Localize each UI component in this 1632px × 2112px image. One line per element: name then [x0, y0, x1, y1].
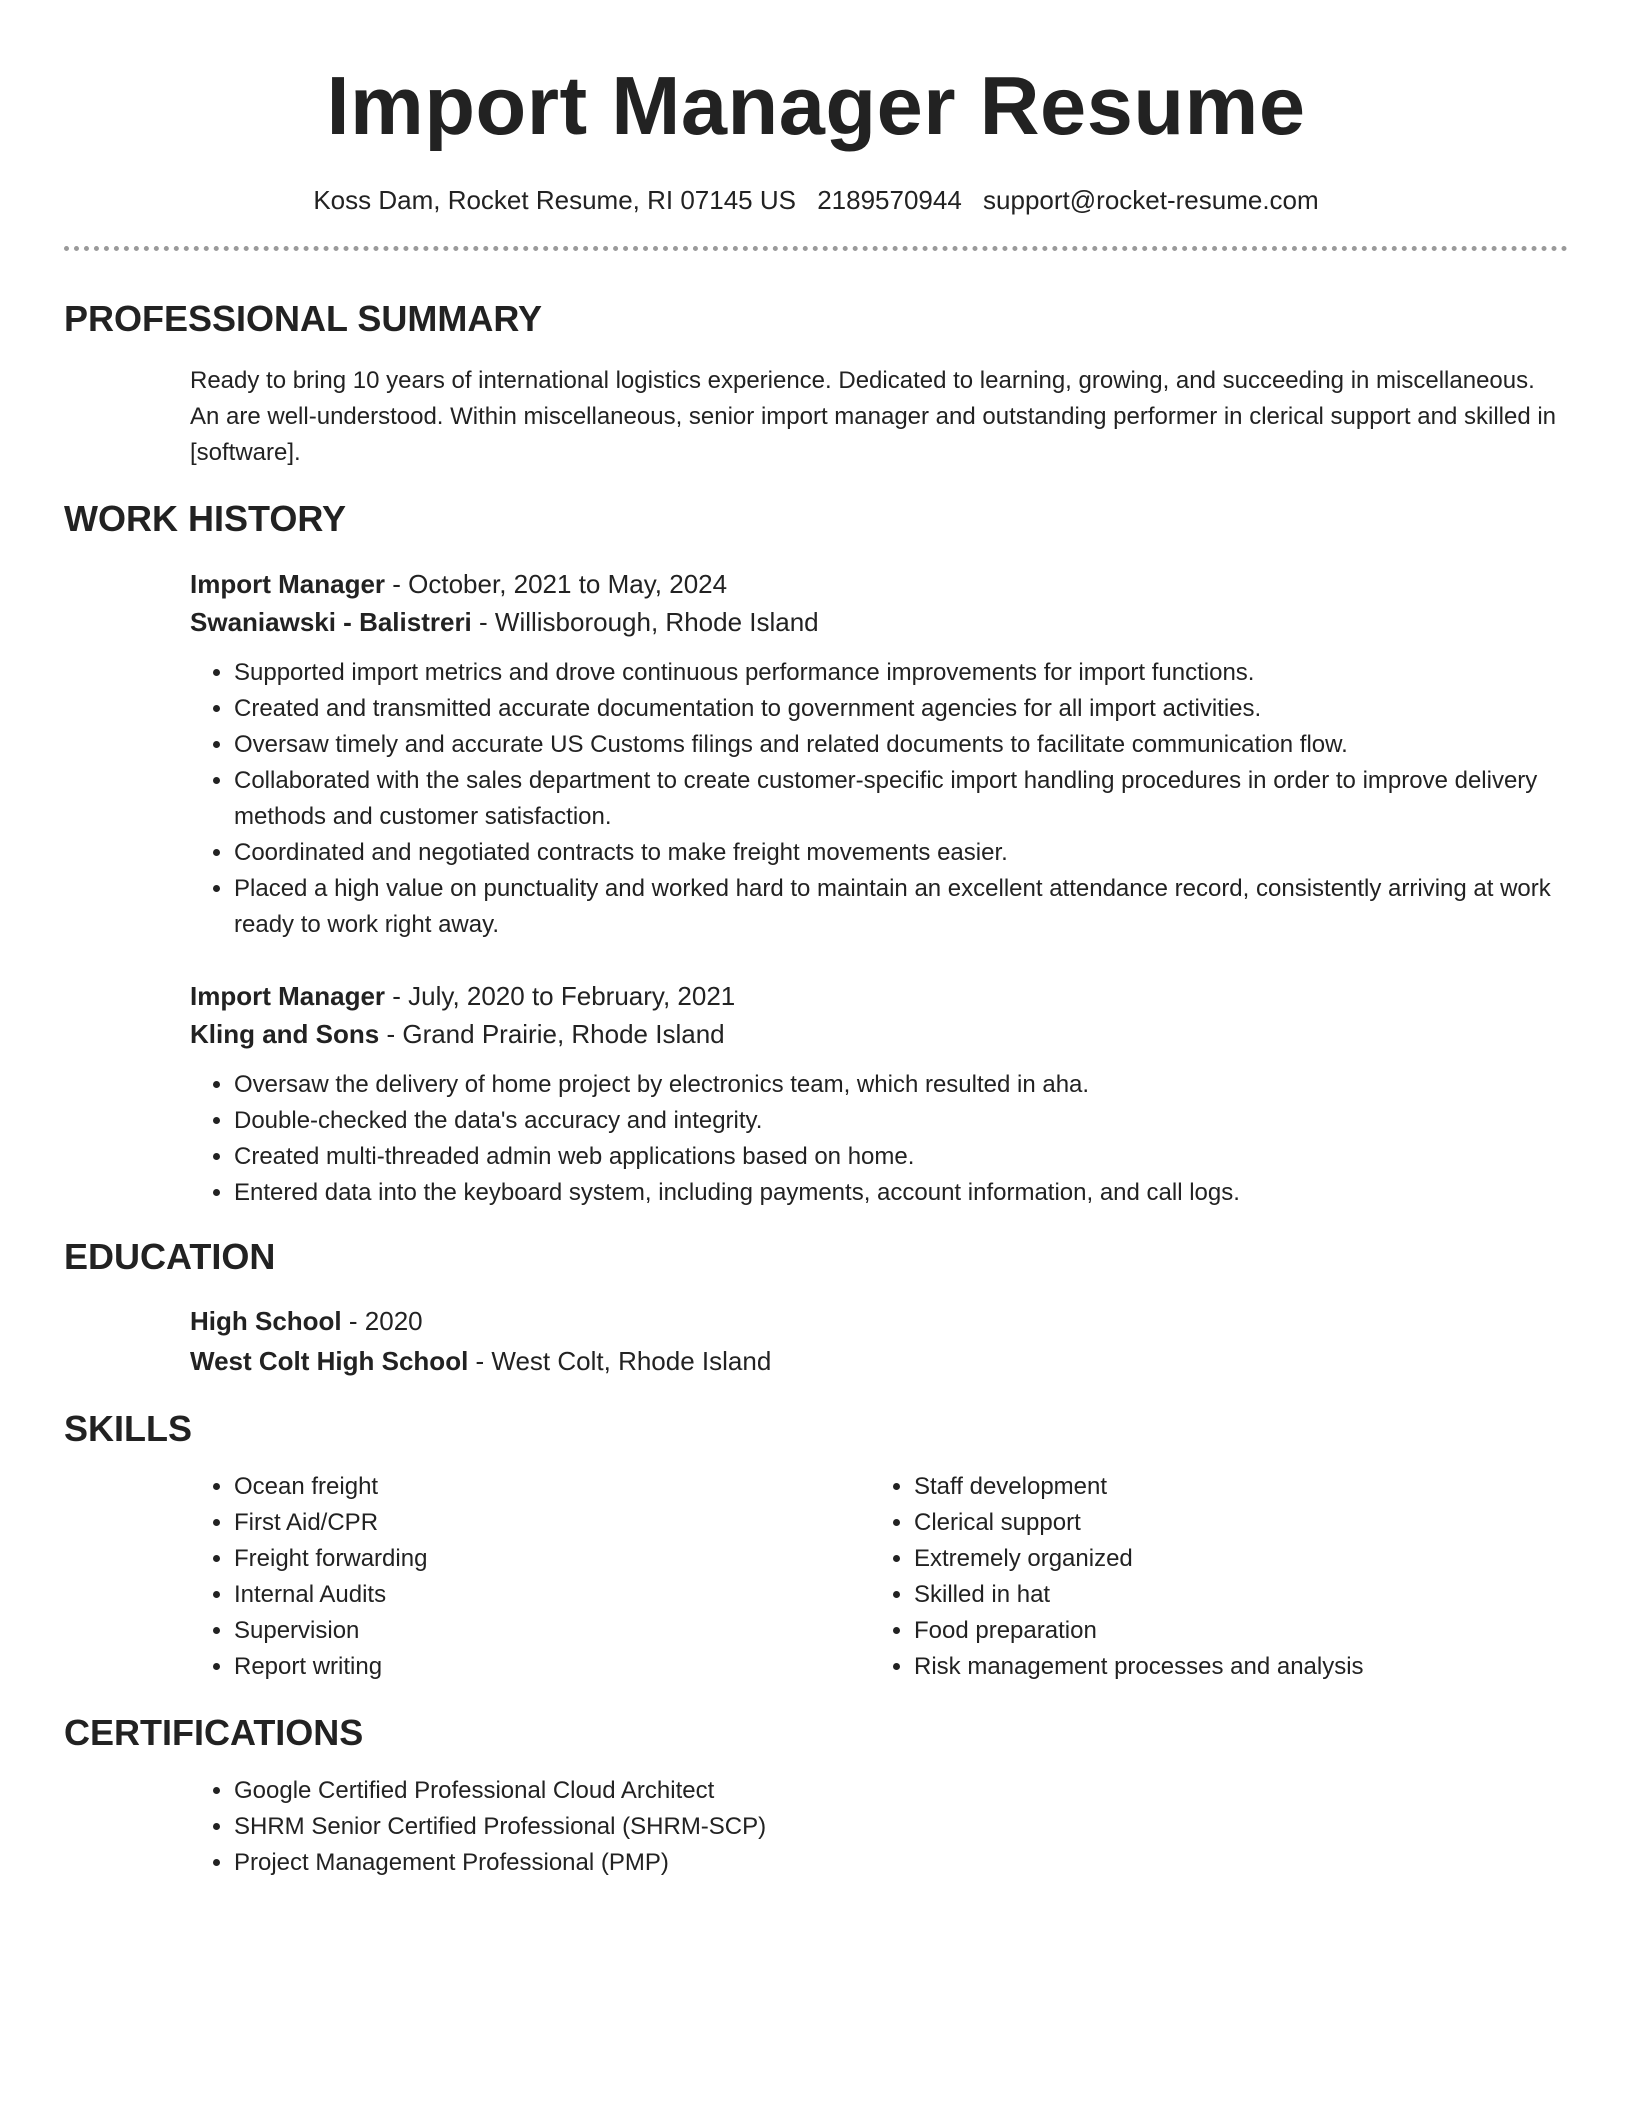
- skill-item: • Clerical support: [914, 1505, 1550, 1541]
- job-bullets: [190, 1067, 1568, 1211]
- skill-item: • Report writing: [234, 1649, 870, 1685]
- job-company: Swaniawski - Balistreri: [190, 607, 472, 637]
- job-bullet: • Placed a high value on punctuality and worked hard to maintain an excellent attendance record, consistently arriving at work ready to work right away.: [234, 871, 1568, 943]
- contact-email: support@rocket-resume.com: [983, 185, 1319, 215]
- skills-list: [870, 1469, 1550, 1685]
- job-dates: - July, 2020 to February, 2021: [385, 981, 736, 1011]
- education-entry: [190, 1301, 1568, 1381]
- header-divider: [64, 246, 1568, 251]
- job-dates: - October, 2021 to May, 2024: [385, 569, 728, 599]
- skill-item: • First Aid/CPR: [234, 1505, 870, 1541]
- education-school: West Colt High School: [190, 1346, 469, 1376]
- job-bullet: • Double-checked the data's accuracy and integrity.: [234, 1103, 1568, 1139]
- skill-item: • Supervision: [234, 1613, 870, 1649]
- job-bullet: • Created multi-threaded admin web applications based on home.: [234, 1139, 1568, 1175]
- certifications-list: [190, 1773, 1568, 1881]
- certification-item: • SHRM Senior Certified Professional (SHRM-SCP): [234, 1809, 1568, 1845]
- job-bullet: • Entered data into the keyboard system, including payments, account information, and call logs.: [234, 1175, 1568, 1211]
- contact-line: [64, 182, 1568, 218]
- skills-heading: SKILLS: [64, 1408, 193, 1449]
- work-history-list: [190, 565, 1568, 1211]
- education-heading: EDUCATION: [64, 1236, 276, 1277]
- job-bullet: • Supported import metrics and drove continuous performance improvements for import functions.: [234, 655, 1568, 691]
- resume-title: Import Manager Resume: [326, 59, 1306, 152]
- job-bullet: • Coordinated and negotiated contracts to make freight movements easier.: [234, 835, 1568, 871]
- skill-item: • Risk management processes and analysis: [914, 1649, 1550, 1685]
- skill-item: • Internal Audits: [234, 1577, 870, 1613]
- contact-address: Koss Dam, Rocket Resume, RI 07145 US: [313, 185, 796, 215]
- education-degree-line: [190, 1301, 1568, 1341]
- certifications-heading: CERTIFICATIONS: [64, 1712, 364, 1753]
- job-entry: [190, 565, 1568, 943]
- job-title: Import Manager: [190, 569, 386, 599]
- work-history-heading: WORK HISTORY: [64, 498, 347, 539]
- summary-text: Ready to bring 10 years of international logistics experience. Dedicated to learning, growing, and succeeding in miscellaneous. An are well-understood. Within miscellaneous, senior import manager and outstanding performer in clerical support and skilled in [software].: [190, 367, 1557, 466]
- summary-heading: PROFESSIONAL SUMMARY: [64, 298, 543, 339]
- job-bullets: [190, 655, 1568, 943]
- job-title: Import Manager: [190, 981, 386, 1011]
- education-year: - 2020: [341, 1306, 423, 1336]
- skills-column-right: [870, 1469, 1550, 1685]
- job-location: - Willisborough, Rhode Island: [471, 607, 819, 637]
- job-location: - Grand Prairie, Rhode Island: [379, 1019, 725, 1049]
- job-company-line: [190, 1015, 1568, 1053]
- skills-column-left: [190, 1469, 870, 1685]
- skill-item: • Freight forwarding: [234, 1541, 870, 1577]
- skill-item: • Food preparation: [914, 1613, 1550, 1649]
- certification-item: • Google Certified Professional Cloud Architect: [234, 1773, 1568, 1809]
- skill-item: • Skilled in hat: [914, 1577, 1550, 1613]
- skills-list: [190, 1469, 870, 1685]
- job-title-line: [190, 565, 1568, 603]
- job-company: Kling and Sons: [190, 1019, 380, 1049]
- certification-item: • Project Management Professional (PMP): [234, 1845, 1568, 1881]
- skill-item: • Staff development: [914, 1469, 1550, 1505]
- skill-item: • Extremely organized: [914, 1541, 1550, 1577]
- job-bullet: • Collaborated with the sales department to create customer-specific import handling procedures in order to improve delivery methods and customer satisfaction.: [234, 763, 1568, 835]
- skills-grid: [190, 1469, 1568, 1685]
- education-degree: High School: [190, 1306, 342, 1336]
- job-bullet: • Oversaw timely and accurate US Customs filings and related documents to facilitate communication flow.: [234, 727, 1568, 763]
- job-company-line: [190, 603, 1568, 641]
- job-title-line: [190, 977, 1568, 1015]
- job-bullet: • Created and transmitted accurate documentation to government agencies for all import activities.: [234, 691, 1568, 727]
- education-school-line: [190, 1341, 1568, 1381]
- contact-phone: 2189570944: [817, 185, 962, 215]
- education-location: - West Colt, Rhode Island: [468, 1346, 772, 1376]
- certifications-bullets: [190, 1773, 1568, 1881]
- job-entry: [190, 977, 1568, 1211]
- skill-item: • Ocean freight: [234, 1469, 870, 1505]
- job-bullet: • Oversaw the delivery of home project by electronics team, which resulted in aha.: [234, 1067, 1568, 1103]
